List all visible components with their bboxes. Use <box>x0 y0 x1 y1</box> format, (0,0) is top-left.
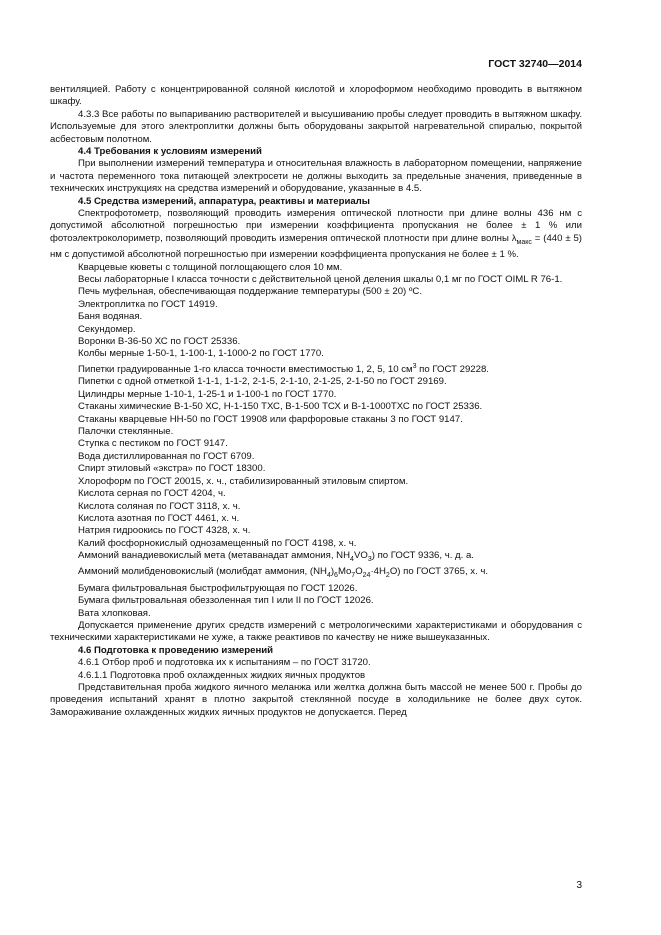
list-item: Натрия гидроокись по ГОСТ 4328, х. ч. <box>78 525 251 537</box>
list-item: Стаканы химические В-1-50 ХС, Н-1-150 ТХС, В-1-500 ТСХ и В-1-1000ТХС по ГОСТ 25336. <box>78 401 483 413</box>
list-item: Баня водяная. <box>78 311 143 323</box>
list-item: Воронки В-36-50 ХС по ГОСТ 25336. <box>78 336 241 348</box>
list-item: Вода дистиллированная по ГОСТ 6709. <box>78 450 255 462</box>
list-item: Хлороформ по ГОСТ 20015, х. ч., стабилизированный этиловым спиртом. <box>78 475 409 487</box>
page-number: 3 <box>576 880 582 891</box>
section-heading-4-6: 4.6 Подготовка к проведению измерений <box>78 644 274 656</box>
list-item: Колбы мерные 1-50-1, 1-100-1, 1-1000-2 по ГОСТ 1770. <box>78 348 324 360</box>
paragraph-4-6-1-1: 4.6.1.1 Подготовка проб охлажденных жидких яичных продуктов <box>78 669 366 681</box>
list-item: Кварцевые кюветы с толщиной поглощающего слоя 10 мм. <box>78 261 343 273</box>
section-heading-4-4: 4.4 Требования к условиям измерений <box>78 146 262 158</box>
list-item: Стаканы кварцевые НН-50 по ГОСТ 19908 или фарфоровые стаканы 3 по ГОСТ 9147. <box>78 413 463 425</box>
list-item: Пипетки с одной отметкой 1-1-1, 1-1-2, 2-1-5, 2-1-10, 2-1-25, 2-1-50 по ГОСТ 29169. <box>78 376 447 388</box>
paragraph-spectrophotometer: Спектрофотометр, позволяющий проводить измерения оптической плотности при длине волны 436 нм с допустимой абсолютной погрешностью при измерении коэффициента пропускания не более ± 1 % или фотоэлектроколориметр, позволяющий проводить измерения оптической плотности при длине волны $\lambda_{макс} = (440 \pm 5)$ нм с допустимой абсолютной погрешностью при измерении коэффициента пропускания не более ± 1 %. <box>50 208 582 261</box>
document-code: ГОСТ 32740—2014 <box>488 58 582 70</box>
list-item: Кислота серная по ГОСТ 4204, ч. <box>78 488 226 500</box>
list-item-pipettes: Пипетки градуированные 1-го класса точности вместимостью 1, 2, 5, 10 $см^3$ по ГОСТ 29228. <box>78 362 489 376</box>
list-item-molybdate: Аммоний молибденовокислый (молибдат аммония, $(NH_4)_6Mo_7O_{24}\cdot 4H_2O$) по ГОСТ 3765, х. ч. <box>78 566 489 580</box>
paragraph-4-3-3: 4.3.3 Все работы по выпариванию растворителей и высушиванию пробы следует проводить в вытяжном шкафу. Используемые для этого электроплитки должны быть оборудованы закрытой нагревательной спиралью, покрытой асбестовым полотном. <box>50 108 582 145</box>
paragraph-4-4: При выполнении измерений температура и относительная влажность в лабораторном помещении, напряжение и частота переменного тока питающей электросети не должны выходить за предельные значения, приведенные в технических инструкциях на средства измерений и оборудование, указанные в 4.5. <box>50 158 582 195</box>
paragraph-sample: Представительная проба жидкого яичного меланжа или желтка должна быть массой не менее 500 г. Пробы до проведения испытаний хранят в плотно закрытой стеклянной посуде в холодильнике не более двух суток. Замораживание охлажденных жидких яичных продуктов не допускается. Перед <box>50 682 582 718</box>
paragraph-alternatives-allowed: Допускается применение других средств измерений с метрологическими характеристиками и оборудования с техническими характеристиками не хуже, а также реактивов по качеству не ниже вышеуказанных. <box>50 619 582 644</box>
list-item: Секундомер. <box>78 323 136 335</box>
list-item: Цилиндры мерные 1-10-1, 1-25-1 и 1-100-1 по ГОСТ 1770. <box>78 388 337 400</box>
paragraph-4-6-1: 4.6.1 Отбор проб и подготовка их к испытаниям – по ГОСТ 31720. <box>78 657 371 669</box>
page-body <box>50 84 582 719</box>
list-item: Электроплитка по ГОСТ 14919. <box>78 298 218 310</box>
list-item: Ступка с пестиком по ГОСТ 9147. <box>78 438 228 450</box>
list-item: Бумага фильтровальная быстрофильтрующая по ГОСТ 12026. <box>78 582 358 594</box>
list-item: Кислота азотная по ГОСТ 4461, х. ч. <box>78 512 240 524</box>
list-item: Калий фосфорнокислый однозамещенный по ГОСТ 4198, х. ч. <box>78 537 357 549</box>
list-item: Весы лабораторные I класса точности с действительной ценой деления шкалы 0,1 мг по ГОСТ OIML R 76-1. <box>78 274 563 285</box>
list-item: Печь муфельная, обеспечивающая поддержание температуры (500 ± 20) ºС. <box>78 286 422 298</box>
list-item: Вата хлопковая. <box>78 607 151 619</box>
paragraph-ventilation: вентиляцией. Работу с концентрированной соляной кислотой и хлороформом необходимо проводить в вытяжном шкафу. <box>50 84 582 108</box>
list-item: Палочки стеклянные. <box>78 426 174 438</box>
list-item: Спирт этиловый «экстра» по ГОСТ 18300. <box>78 463 266 475</box>
section-heading-4-5: 4.5 Средства измерений, аппаратура, реактивы и материалы <box>78 195 370 207</box>
list-item: Бумага фильтровальная обеззоленная тип I или II по ГОСТ 12026. <box>78 595 374 607</box>
list-item-vanadate: Аммоний ванадиевокислый мета (метаванадат аммония, $NH_4VO_3$) по ГОСТ 9336, ч. д. а. <box>78 550 474 564</box>
list-item: Кислота соляная по ГОСТ 3118, х. ч. <box>78 500 241 512</box>
